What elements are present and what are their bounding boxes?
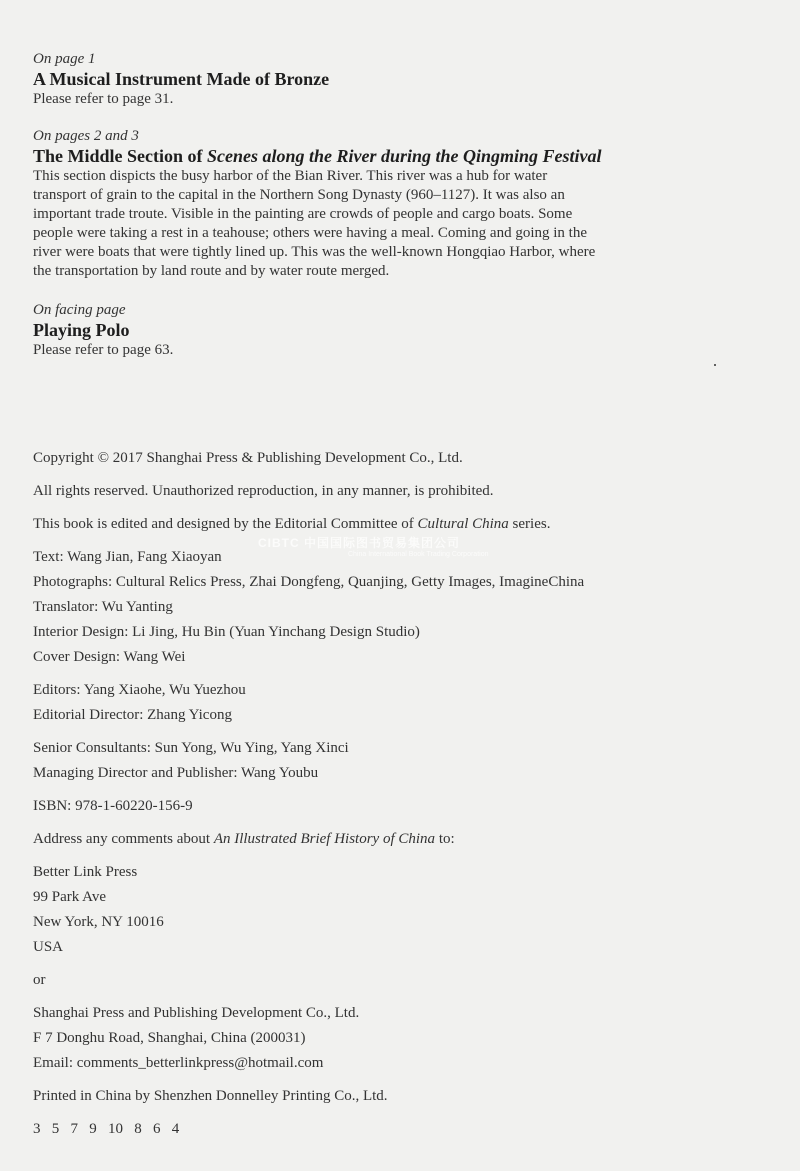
watermark-main: CIBTC 中国国际图书贸易集团公司	[258, 536, 460, 550]
address-line: Shanghai Press and Publishing Development Co., Ltd.	[33, 1005, 360, 1021]
photographs-credit: Photographs: Cultural Relics Press, Zhai Dongfeng, Quanjing, Getty Images, ImagineChina	[33, 574, 585, 590]
stray-dot	[714, 364, 716, 366]
printed-line: Printed in China by Shenzhen Donnelley Printing Co., Ltd.	[33, 1088, 388, 1104]
email-line: Email: comments_betterlinkpress@hotmail.com	[33, 1055, 324, 1071]
description-line: important trade troute. Visible in the painting are crowds of people and cargo boats. Some	[33, 206, 573, 222]
address-intro: Address any comments about An Illustrated Brief History of China to:	[33, 831, 455, 847]
painting-title: Scenes along the River during the Qingming Festival	[207, 146, 602, 166]
cover-design-credit: Cover Design: Wang Wei	[33, 649, 186, 665]
series-name: Cultural China	[417, 516, 509, 532]
rights-line: All rights reserved. Unauthorized reproduction, in any manner, is prohibited.	[33, 483, 494, 499]
ref-label-facing: On facing page	[33, 302, 126, 318]
ref-description	[33, 167, 733, 281]
text-credit: Text: Wang Jian, Fang Xiaoyan	[33, 549, 222, 565]
address-line: New York, NY 10016	[33, 914, 164, 930]
ref-label-page-1: On page 1	[33, 51, 96, 67]
edited-line: This book is edited and designed by the Editorial Committee of Cultural China series.	[33, 516, 551, 532]
description-line: people were taking a rest in a teahouse; others were having a meal. Coming and going in the	[33, 225, 587, 241]
ref-text-page-1: Please refer to page 31.	[33, 91, 174, 107]
address-line: F 7 Donghu Road, Shanghai, China (200031)	[33, 1030, 306, 1046]
caption-block	[33, 50, 733, 360]
address-line: Better Link Press	[33, 864, 138, 880]
ref-title-page-1: A Musical Instrument Made of Bronze	[33, 69, 330, 89]
book-title: An Illustrated Brief History of China	[213, 831, 436, 847]
watermark-sub: China International Book Trading Corporation	[348, 551, 489, 558]
copyright-line: Copyright © 2017 Shanghai Press & Publishing Development Co., Ltd.	[33, 450, 463, 466]
description-line: This section dispicts the busy harbor of the Bian River. This river was a hub for water	[33, 168, 548, 184]
address-line: USA	[33, 939, 64, 955]
ref-text-facing: Please refer to page 63.	[33, 342, 174, 358]
description-line: the transportation by land route and by water route merged.	[33, 263, 390, 279]
ref-label-pages-2-3: On pages 2 and 3	[33, 128, 139, 144]
print-number-line: 3 5 7 9 10 8 6 4	[33, 1121, 180, 1137]
ref-title-pages-2-3: The Middle Section of Scenes along the River during the Qingming Festival	[33, 146, 602, 166]
address-line: 99 Park Ave	[33, 889, 107, 905]
address-us	[33, 860, 753, 960]
translator-credit: Translator: Wu Yanting	[33, 599, 173, 615]
description-line: river were boats that were tightly lined up. This was the well-known Hongqiao Harbor, where	[33, 244, 596, 260]
editorial-director-credit: Editorial Director: Zhang Yicong	[33, 707, 232, 723]
publisher-credit: Managing Director and Publisher: Wang Youbu	[33, 765, 319, 781]
description-line: transport of grain to the capital in the Northern Song Dynasty (960–1127). It was also an	[33, 187, 565, 203]
address-china	[33, 1001, 753, 1076]
watermark	[258, 534, 488, 558]
interior-design-credit: Interior Design: Li Jing, Hu Bin (Yuan Yinchang Design Studio)	[33, 624, 420, 640]
isbn: ISBN: 978-1-60220-156-9	[33, 798, 193, 814]
consultants-credit: Senior Consultants: Sun Yong, Wu Ying, Yang Xinci	[33, 740, 349, 756]
or-separator: or	[33, 972, 46, 988]
ref-title-facing: Playing Polo	[33, 320, 130, 340]
editors-credit: Editors: Yang Xiaohe, Wu Yuezhou	[33, 682, 246, 698]
